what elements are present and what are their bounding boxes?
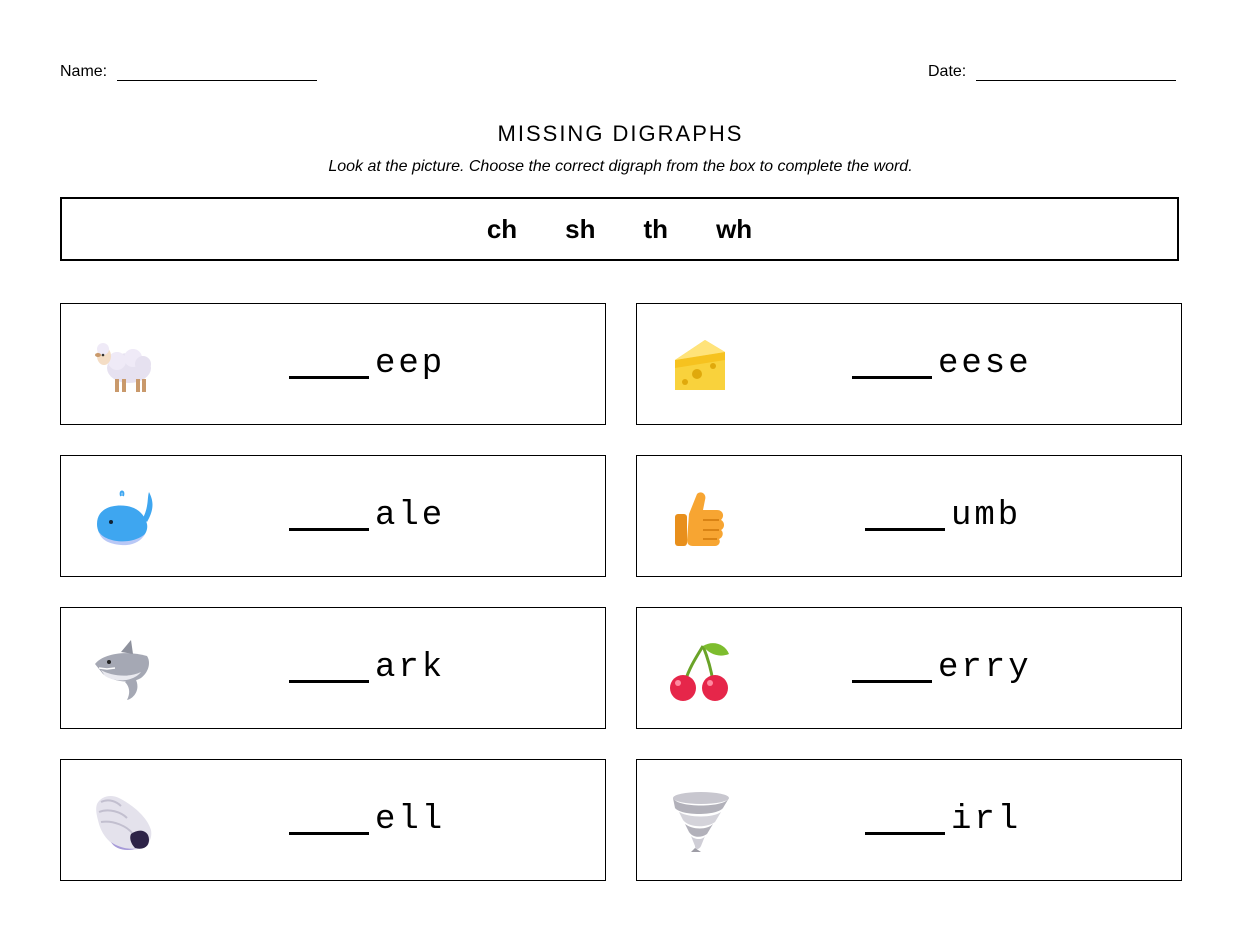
word-puzzle bbox=[852, 649, 1032, 687]
word-ending: ark bbox=[375, 649, 446, 687]
date-label: Date: bbox=[928, 63, 967, 80]
sheep-icon bbox=[91, 334, 155, 398]
word-puzzle bbox=[289, 649, 445, 687]
answer-blank[interactable] bbox=[289, 650, 369, 683]
word-card bbox=[60, 303, 606, 425]
word-card bbox=[636, 455, 1182, 577]
answer-blank[interactable] bbox=[865, 498, 945, 531]
name-line[interactable] bbox=[117, 60, 317, 81]
date-line[interactable] bbox=[976, 60, 1176, 81]
word-ending: eese bbox=[938, 345, 1032, 383]
answer-blank[interactable] bbox=[852, 650, 932, 683]
page-title: MISSING DIGRAPHS bbox=[497, 121, 744, 146]
word-bank-option: th bbox=[643, 213, 669, 244]
answer-blank[interactable] bbox=[289, 802, 369, 835]
word-card bbox=[636, 303, 1182, 425]
word-puzzle bbox=[289, 497, 445, 535]
shell-icon bbox=[91, 790, 155, 854]
name-field[interactable] bbox=[60, 60, 317, 81]
word-bank bbox=[60, 197, 1179, 261]
word-card bbox=[636, 607, 1182, 729]
word-card bbox=[636, 759, 1182, 881]
cheese-icon bbox=[667, 334, 731, 398]
name-label: Name: bbox=[60, 63, 108, 80]
word-card bbox=[60, 455, 606, 577]
word-card bbox=[60, 759, 606, 881]
word-puzzle bbox=[289, 801, 445, 839]
instructions: Look at the picture. Choose the correct digraph from the box to complete the word. bbox=[328, 158, 913, 175]
word-card bbox=[60, 607, 606, 729]
cherry-icon bbox=[667, 638, 731, 702]
word-puzzle bbox=[289, 345, 445, 383]
answer-blank[interactable] bbox=[289, 346, 369, 379]
date-field[interactable] bbox=[928, 60, 1176, 81]
shark-icon bbox=[91, 638, 155, 702]
answer-blank[interactable] bbox=[852, 346, 932, 379]
word-ending: umb bbox=[951, 497, 1022, 535]
word-puzzle bbox=[865, 497, 1021, 535]
word-ending: ell bbox=[375, 801, 446, 839]
word-bank-option: wh bbox=[716, 213, 753, 244]
answer-blank[interactable] bbox=[289, 498, 369, 531]
word-bank-option: sh bbox=[565, 213, 596, 244]
word-puzzle bbox=[865, 801, 1021, 839]
thumbs-up-icon bbox=[667, 486, 731, 550]
word-ending: erry bbox=[938, 649, 1032, 687]
word-ending: eep bbox=[375, 345, 446, 383]
tornado-icon bbox=[667, 790, 731, 854]
word-puzzle bbox=[852, 345, 1032, 383]
whale-icon bbox=[91, 486, 155, 550]
word-ending: ale bbox=[375, 497, 446, 535]
word-bank-option: ch bbox=[486, 213, 518, 244]
word-ending: irl bbox=[951, 801, 1022, 839]
answer-blank[interactable] bbox=[865, 802, 945, 835]
